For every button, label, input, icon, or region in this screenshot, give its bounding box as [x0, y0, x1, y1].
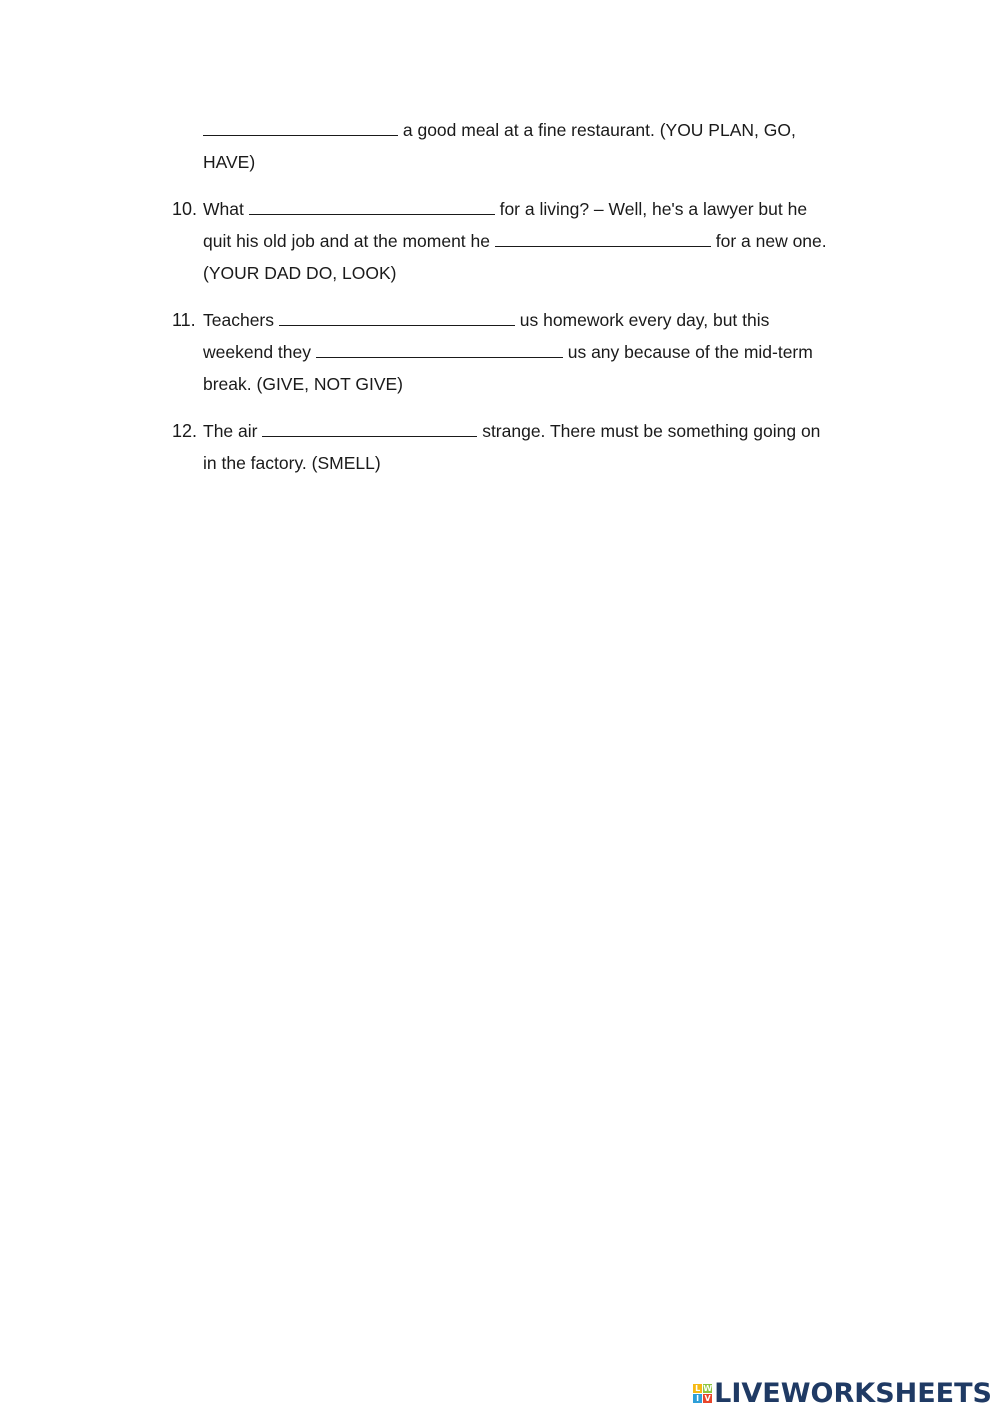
item-11-line-3: break. (GIVE, NOT GIVE): [203, 374, 404, 394]
liveworksheets-logo-icon: [693, 1384, 712, 1403]
item-12-text-b: strange. There must be something going on: [477, 421, 821, 441]
item-9-line-1: [203, 119, 796, 141]
item-11-text-d: us any because of the mid-term: [562, 342, 813, 362]
item-11-text-a: Teachers: [203, 310, 279, 330]
brand-name: LIVEWORKSHEETS: [714, 1377, 992, 1409]
answer-blank[interactable]: [279, 310, 515, 326]
item-12-number: 12.: [172, 421, 198, 441]
logo-cell: W: [703, 1383, 713, 1393]
item-10-number: 10.: [172, 199, 198, 219]
item-11-line-2: [203, 341, 813, 363]
item-11-number: 11.: [172, 310, 196, 330]
logo-cell: I: [693, 1394, 702, 1403]
answer-blank[interactable]: [495, 231, 711, 247]
logo-cell: L: [695, 1383, 701, 1393]
liveworksheets-footer: [693, 1379, 992, 1407]
item-11-line-1: [203, 309, 769, 331]
item-10-line-2: [203, 230, 827, 252]
item-10-text-c: quit his old job and at the moment he: [203, 231, 495, 251]
answer-blank[interactable]: [203, 120, 398, 136]
item-10-text-b: for a living? – Well, he's a lawyer but he: [494, 199, 808, 219]
item-12-text-a: The air: [203, 421, 263, 441]
item-9-line-2: HAVE): [203, 152, 256, 172]
item-10-line-3: (YOUR DAD DO, LOOK): [203, 263, 397, 283]
item-11-text-b: us homework every day, but this: [514, 310, 770, 330]
item-11-text-c: weekend they: [203, 342, 316, 362]
logo-cell: V: [704, 1393, 711, 1403]
answer-blank[interactable]: [249, 199, 495, 215]
item-10-line-1: [203, 198, 807, 220]
item-10-text-d: for a new one.: [710, 231, 827, 251]
answer-blank[interactable]: [262, 421, 477, 437]
item-12-line-2: in the factory. (SMELL): [203, 453, 381, 473]
answer-blank[interactable]: [316, 342, 563, 358]
item-12-line-1: [203, 420, 820, 442]
item-9-text: a good meal at a fine restaurant. (YOU PLAN, GO,: [398, 120, 796, 140]
item-10-text-a: What: [203, 199, 249, 219]
